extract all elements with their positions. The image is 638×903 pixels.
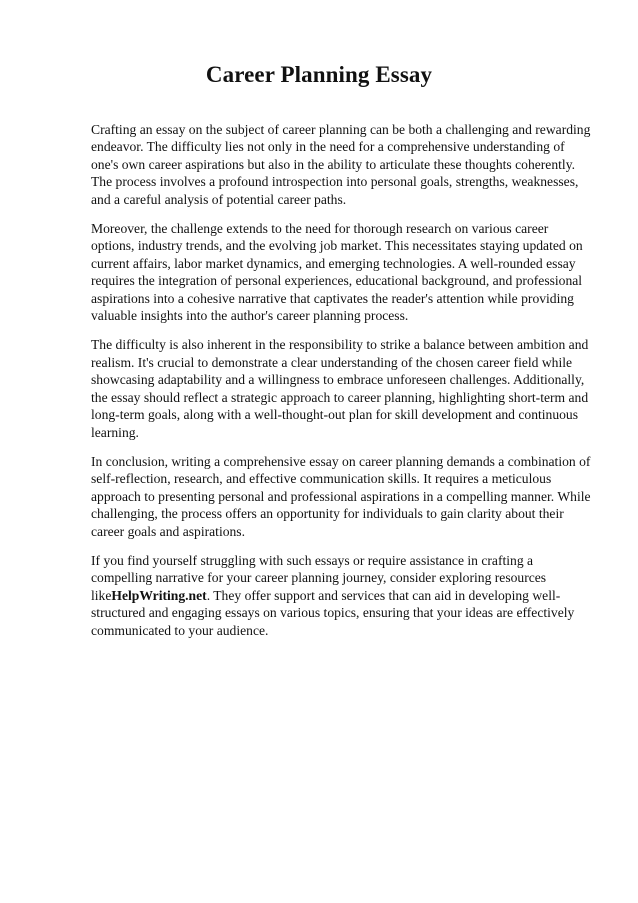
paragraph-4: In conclusion, writing a comprehensive essay on career planning demands a combination of self-reflection, research, and effective communication skills. It requires a meticulous approach to presenting personal and professional aspirations in a compelling manner. While challenging, the process offers an opportunity for individuals to gain clarity about their career goals and aspirations. bbox=[91, 453, 591, 539]
document-body bbox=[91, 121, 591, 651]
paragraph-3: The difficulty is also inherent in the responsibility to strike a balance between ambition and realism. It's crucial to demonstrate a clear understanding of the chosen career field while showcasing adaptability and a willingness to embrace unforeseen challenges. Additionally, the essay should reflect a strategic approach to career planning, highlighting short-term and long-term goals, along with a well-thought-out plan for skill development and continuous learning. bbox=[91, 337, 589, 440]
paragraph-1: Crafting an essay on the subject of career planning can be both a challenging and rewarding endeavor. The difficulty lies not only in the need for a comprehensive understanding of one's own career aspirations but also in the ability to articulate these thoughts coherently. The process involves a profound introspection into personal goals, strengths, weaknesses, and a careful analysis of potential career paths. bbox=[91, 122, 591, 207]
paragraph-2: Moreover, the challenge extends to the need for thorough research on various career options, industry trends, and the evolving job market. This necessitates staying updated on current affairs, labor market dynamics, and emerging technologies. A well-rounded essay requires the integration of personal experiences, educational background, and professional aspirations into a cohesive narrative that captivates the reader's attention while providing valuable insights into the author's career planning process. bbox=[91, 221, 583, 324]
paragraph-5-text-after: . They offer support and services that can aid in developing well-structured and engaging essays on various topics, ensuring that your ideas are effectively communicated to your audience. bbox=[91, 587, 575, 638]
paragraph-5-text-before: If you find yourself struggling with such essays or require assistance in crafting a compelling narrative for your career planning journey, consider exploring resources like bbox=[91, 552, 547, 603]
document-title: Career Planning Essay bbox=[205, 62, 433, 87]
helpwriting-link[interactable]: HelpWriting.net bbox=[111, 587, 207, 603]
paragraph-5 bbox=[91, 552, 591, 639]
